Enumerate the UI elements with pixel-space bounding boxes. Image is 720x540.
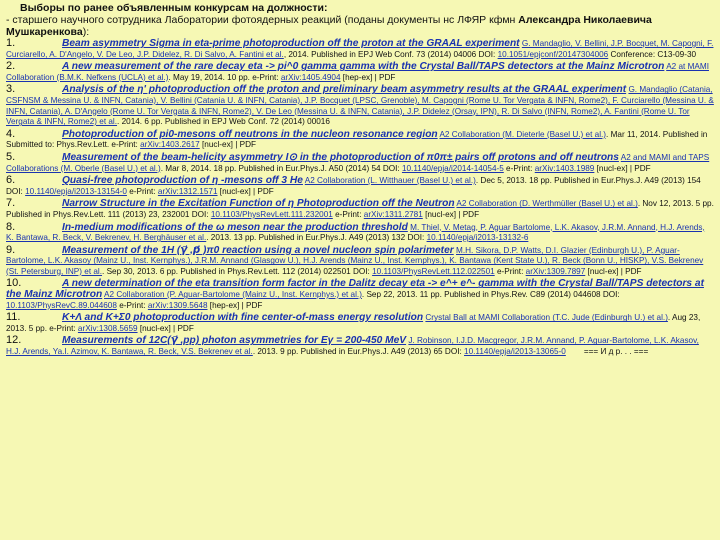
entry-title-link[interactable]: Measurement of the beam-helicity asymmetry I⊙ in the photoproduction of π0π± pairs off protons and off neutrons bbox=[62, 151, 619, 163]
entry-tail: [nucl-ex] | PDF bbox=[422, 209, 480, 219]
entry-publication: DOI: bbox=[382, 163, 402, 173]
entry-meta: . 2014. 6 pp. bbox=[117, 117, 163, 127]
entry-meta: . Nov 12, 2013. 5 pp. Published in Phys.Rev.Lett. 111 (2013) 23, 232001 DOI: bbox=[6, 199, 714, 219]
entry-title-link[interactable]: Beam asymmetry Sigma in eta-prime photoproduction off the proton at the GRAAL experiment bbox=[62, 38, 520, 49]
entry-extra: e-Print: bbox=[494, 266, 526, 276]
entry-authors-link[interactable]: A2 Collaboration (D. Werthmüller (Basel U.) et al.) bbox=[456, 199, 638, 209]
candidate-name: Александра Николаевича Мушкаренкова bbox=[6, 14, 652, 38]
publication-entry bbox=[6, 175, 714, 197]
publication-entry bbox=[6, 278, 714, 311]
entry-tail: [nucl-ex] | PDF bbox=[585, 266, 642, 276]
entry-title-link[interactable]: Narrow Structure in the Excitation Function of η Photoproduction off the Neutron bbox=[62, 198, 455, 210]
entry-tail: [nucl-ex] | PDF bbox=[217, 186, 274, 196]
arxiv-link[interactable]: arXiv:1403.1989 bbox=[534, 163, 595, 173]
entry-number: 9. bbox=[6, 243, 16, 256]
page-heading: Выборы по ранее объявленным конкурсам на должности: bbox=[20, 2, 328, 14]
doi-link[interactable]: 10.1140/epja/i2013-13154-0 bbox=[25, 186, 127, 196]
entry-meta: , 2014. bbox=[283, 49, 309, 59]
entry-extra: e-Print: bbox=[332, 209, 364, 219]
entry-extra: e-Print: bbox=[503, 163, 535, 173]
publication-list bbox=[6, 38, 714, 358]
entry-title-link[interactable]: A new determination of the eta transition form factor in the Dalitz decay eta -> e^+ e^- gamma with the Crystal Ball/TAPS detectors at the Mainz Microtron bbox=[6, 278, 704, 301]
entry-meta: . 2013. 13 pp. Published in Eur.Phys.J. A49 (2013) 132 bbox=[206, 233, 406, 243]
entry-tail: [nucl-ex] | PDF bbox=[137, 323, 194, 333]
entry-authors-link[interactable]: A2 Collaboration (P. Aguar-Bartolome (Mainz U., Inst. Kernphys.) et al.) bbox=[104, 290, 362, 300]
entry-authors-link[interactable]: A2 and MAMI and TAPS Collaborations (M. Oberle (Basel U.) et al.) bbox=[6, 152, 710, 173]
entry-authors-link[interactable]: G. Mandaglio, V. Bellini, J.P. Bocquet, M. Capogni, F. Curciarello, A. D'Angelo, V. De Leo, J.P. Didelez, R. Di Salvo, A. Fantini et al. bbox=[6, 39, 714, 59]
position-text: - старшего научного сотрудника Лаборатории фотоядерных реакций (поданы документы нс ЛФЯР кфмн bbox=[6, 14, 519, 26]
doi-link[interactable]: 10.1103/PhysRevLett.112.022501 bbox=[372, 266, 495, 276]
entry-number: 10. bbox=[6, 277, 22, 290]
entry-extra: e-Print: bbox=[116, 300, 148, 310]
entry-title-link[interactable]: A new measurement of the rare decay eta -> pi^0 gamma gamma with the Crystal Ball/TAPS detectors at the Mainz Microtron bbox=[62, 61, 665, 73]
arxiv-link[interactable]: arXiv:1308.5659 bbox=[77, 323, 138, 333]
entry-number: 8. bbox=[6, 220, 16, 233]
entry-number: 12. bbox=[6, 334, 22, 347]
entry-number: 5. bbox=[6, 150, 16, 163]
publication-entry bbox=[6, 335, 714, 357]
entry-title-link[interactable]: In-medium modifications of the ω meson near the production threshold bbox=[62, 221, 408, 233]
doi-link[interactable]: 10.1103/PhysRevC.89.044608 bbox=[6, 300, 117, 310]
entry-number: 2. bbox=[6, 60, 16, 73]
entry-authors-link[interactable]: A2 Collaboration (M. Dieterle (Basel U.) et al.) bbox=[439, 129, 607, 139]
entry-number: 7. bbox=[6, 197, 16, 210]
entry-authors-link[interactable]: G. Mandaglio (Catania, CSFNSM & Messina U. & INFN, Catania), V. Bellini (Catania U. & INFN, Catania), J.P. Bocquet (LPSC, Grenoble), M. Capogni (Rome U. Tor Vergata & INFN, Rome2), F. Curciarello (Messina U. & INFN, Catania), A. D'Angelo (Rome U. Tor Vergata & INFN, Rome2), V. De Leo (Messina U. & INFN, Catania), J.P. Didelez (Orsay, IPN), R. Di Salvo (INFN, Rome2), A. Fantini (Rome U. Tor Vergata & INFN, Rome2) et al. bbox=[6, 85, 714, 127]
continuation-marker: === И д р. . . === bbox=[583, 347, 649, 357]
publication-entry bbox=[6, 222, 714, 244]
entry-publication: Published in EPJ Web Conf. 73 (2014) 04006 DOI: bbox=[311, 49, 498, 59]
entry-number: 11. bbox=[6, 311, 21, 324]
entry-meta: . Sep 30, 2013. 6 pp. Published in Phys.Rev.Lett. 112 (2014) 022501 DOI: bbox=[102, 266, 373, 276]
doi-link[interactable]: 10.1140/epja/i2013-13065-0 bbox=[464, 347, 566, 357]
entry-publication: Published in Eur.Phys.J. A49 (2013) 154 DOI: bbox=[6, 176, 701, 196]
entry-meta: . Sep 22, 2013. 11 pp. bbox=[361, 290, 442, 300]
entry-publication: Published in Phys.Rev. C89 (2014) 044608 DOI: bbox=[444, 290, 620, 300]
entry-number: 1. bbox=[6, 37, 16, 49]
entry-title-link[interactable]: Analysis of the η' photoproduction off the proton and preliminary beam asymmetry results at the GRAAL experiment bbox=[62, 84, 627, 96]
publication-entry bbox=[6, 129, 714, 151]
entry-title-link[interactable]: K+Λ and K+Σ0 photoproduction with fine center-of-mass energy resolution bbox=[62, 312, 424, 324]
publication-entry bbox=[6, 312, 714, 334]
entry-meta: . Dec 5, 2013. 18 pp. bbox=[475, 176, 552, 186]
entry-authors-link[interactable]: M.H. Sikora, D.P. Watts, D.I. Glazier (Edinburgh U.), P. Aguar-Bartolome, L.K. Akasoy (Mainz U., Inst. Kernphys.), J.R.M. Annand (Glasgow U.), H.J. Arends (Mainz U., Inst. Kernphys.), K. Bantawa (Kent State U.), R. Beck (Bonn U., HISKP), V.S. Bekrenev (St. Petersburg, INP) et al. bbox=[6, 245, 704, 276]
entry-meta: . Mar 8, 2014. 18 pp. Published in Eur.Phys.J. A50 (2014) 54 bbox=[160, 163, 381, 173]
entry-meta: . May 19, 2014. 10 pp. e-Print: bbox=[168, 72, 281, 82]
entry-publication: Published in EPJ Web Conf. 72 (2014) 00016 bbox=[164, 117, 330, 127]
entry-number: 4. bbox=[6, 127, 16, 140]
entry-meta: . Aug 23, 2013. 5 pp. e-Print: bbox=[6, 313, 701, 333]
entry-authors-link[interactable]: Crystal Ball at MAMI Collaboration (T.C. Jude (Edinburgh U.) et al.) bbox=[425, 313, 668, 323]
entry-title-link[interactable]: Measurements of 12C(γ⃗ ,pp) photon asymmetries for Eγ = 200-450 MeV bbox=[62, 335, 407, 347]
arxiv-link[interactable]: arXiv:1311.2781 bbox=[363, 209, 423, 219]
entry-extra: e-Print: bbox=[126, 186, 158, 196]
entry-number: 3. bbox=[6, 83, 16, 96]
entry-publication: DOI: bbox=[444, 347, 465, 357]
entry-publication: DOI: bbox=[407, 233, 427, 243]
entry-tail: [hep-ex] | PDF bbox=[340, 72, 396, 82]
position-description bbox=[6, 14, 714, 38]
entry-title-link[interactable]: Photoproduction of pi0-mesons off neutrons in the nucleon resonance region bbox=[62, 128, 438, 140]
arxiv-link[interactable]: arXiv:1309.7897 bbox=[525, 266, 586, 276]
arxiv-link[interactable]: arXiv:1312.1571 bbox=[157, 186, 218, 196]
doi-link[interactable]: 10.1140/epja/i2013-13132-6 bbox=[426, 233, 529, 243]
arxiv-link[interactable]: arXiv:1309.5648 bbox=[147, 300, 208, 310]
publication-entry bbox=[6, 152, 714, 174]
entry-tail: [nucl-ex] | PDF bbox=[199, 140, 257, 150]
publication-entry bbox=[6, 84, 714, 127]
doi-link[interactable]: 10.1103/PhysRevLett.111.232001 bbox=[210, 209, 333, 219]
publication-entry bbox=[6, 245, 714, 278]
position-suffix: ): bbox=[82, 26, 90, 38]
publication-entry bbox=[6, 61, 714, 83]
entry-title-link[interactable]: Measurement of the 1H (γ⃗ ,p⃗ )π0 reaction using a novel nucleon spin polarimeter bbox=[62, 244, 454, 256]
entry-meta: . Mar 11, 2014. Published in Submitted to: Phys.Rev.Lett. e-Print: bbox=[6, 129, 708, 150]
arxiv-link[interactable]: arXiv:1405.4904 bbox=[280, 72, 341, 82]
entry-tail: [hep-ex] | PDF bbox=[207, 300, 263, 310]
entry-title-link[interactable]: Quasi-free photoproduction of η -mesons off 3 He bbox=[62, 175, 303, 187]
entry-authors-link[interactable]: A2 Collaboration (L. Witthauer (Basel U.) et al.) bbox=[304, 176, 476, 186]
entry-authors-link[interactable]: J. Robinson, I.J.D. Macgregor, J.R.M. Annand, P. Aguar-Bartolome, L.K. Akasov, H.J. Arends, Ya.I. Azimov, K. Bantawa, R. Beck, V.S. Bekrenev et al. bbox=[6, 336, 699, 357]
arxiv-link[interactable]: arXiv:1403.2617 bbox=[140, 140, 200, 150]
entry-number: 6. bbox=[6, 174, 16, 187]
publication-entry bbox=[6, 38, 714, 60]
doi-link[interactable]: 10.1051/epjconf/20147304006 bbox=[497, 49, 609, 59]
entry-extra: Conference: C13-09-30 bbox=[608, 49, 697, 59]
publication-entry bbox=[6, 198, 714, 220]
doi-link[interactable]: 10.1140/epja/i2014-14054-5 bbox=[401, 163, 504, 173]
entry-authors-link[interactable]: A2 at MAMI Collaboration (B.M.K. Nefkens (UCLA) et al.) bbox=[6, 62, 709, 82]
entry-tail: [nucl-ex] | PDF bbox=[594, 163, 651, 173]
entry-authors-link[interactable]: M. Thiel, V. Metag, P. Aguar Bartolome, L.K. Akasov, J.R.M. Annand, H.J. Arends, K. Bantawa, R. Beck, V. Bekrenev, H. Berghäuser et al. bbox=[6, 222, 705, 243]
entry-meta: . 2013. 9 pp. Published in Eur.Phys.J. A49 (2013) 65 bbox=[252, 347, 443, 357]
